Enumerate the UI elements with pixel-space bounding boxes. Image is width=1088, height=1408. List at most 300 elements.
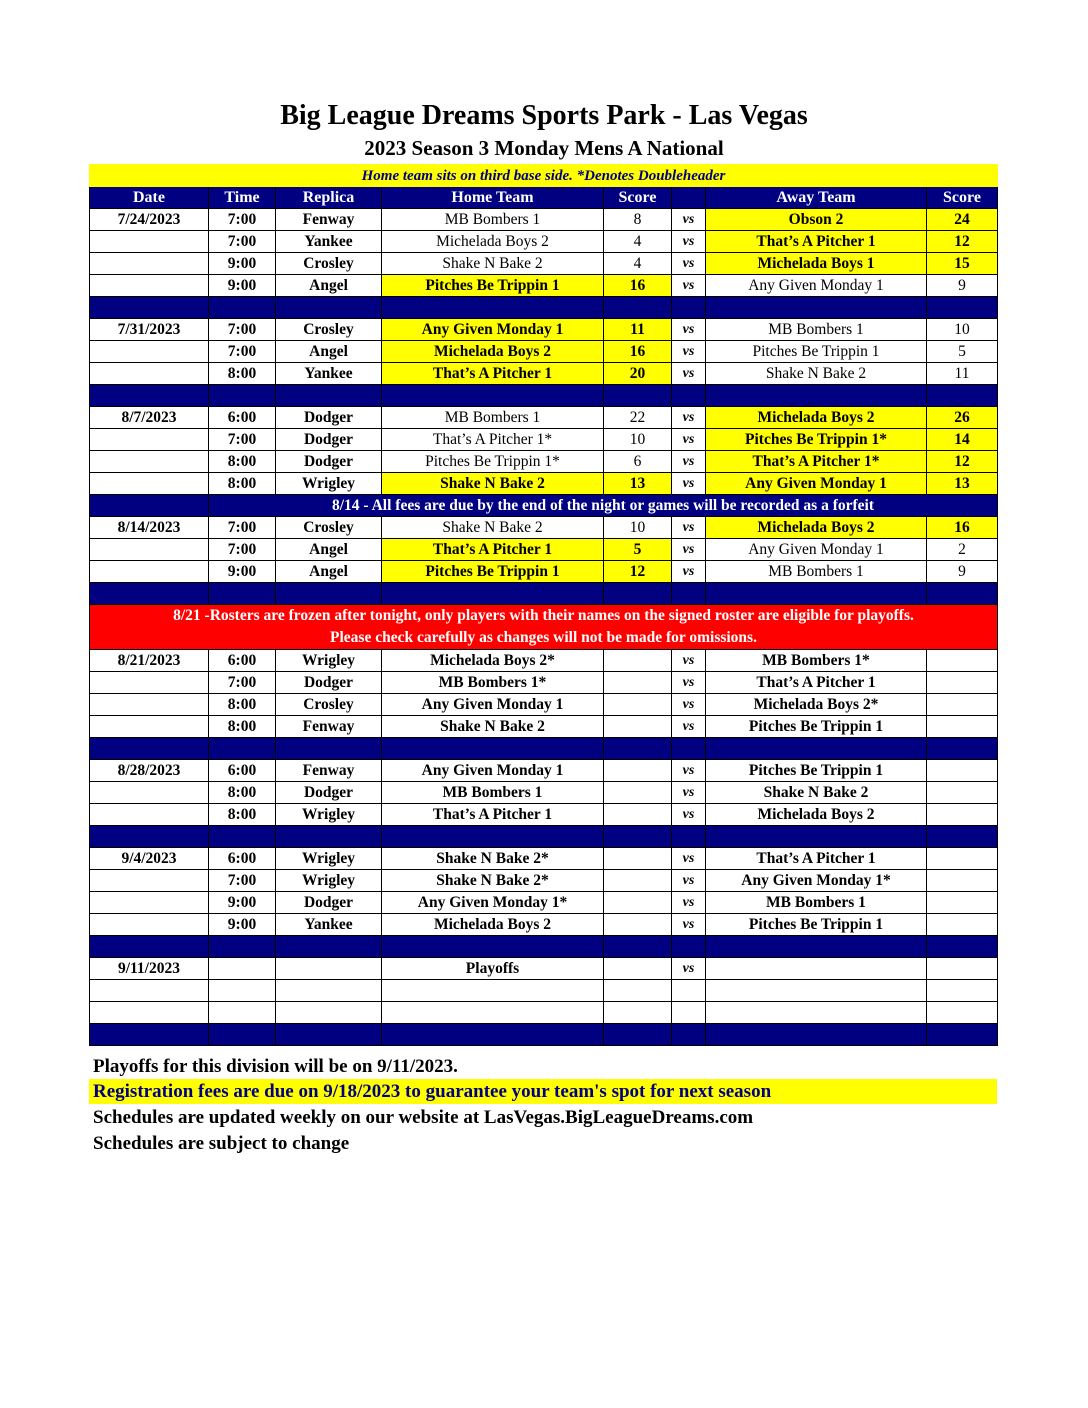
- away-team: Any Given Monday 1*: [706, 870, 927, 892]
- game-date: 8/21/2023: [90, 650, 209, 672]
- table-row: [90, 231, 998, 253]
- divider-cell: [672, 936, 706, 958]
- away-team: MB Bombers 1: [706, 892, 927, 914]
- divider-cell: [604, 738, 672, 760]
- game-field: [276, 980, 382, 1002]
- away-score: [927, 650, 998, 672]
- col-header-replica: Replica: [276, 187, 382, 209]
- game-time: 9:00: [209, 561, 276, 583]
- game-date: [90, 561, 209, 583]
- away-score: [927, 672, 998, 694]
- header-row: [90, 187, 998, 209]
- away-team: Shake N Bake 2: [706, 782, 927, 804]
- away-score: 9: [927, 561, 998, 583]
- away-team: Pitches Be Trippin 1: [706, 341, 927, 363]
- away-score: [927, 892, 998, 914]
- table-row: [90, 275, 998, 297]
- divider-cell: [706, 738, 927, 760]
- game-time: 8:00: [209, 804, 276, 826]
- table-row: [90, 429, 998, 451]
- divider-cell: [382, 297, 604, 319]
- table-row: [90, 716, 998, 738]
- away-score: 14: [927, 429, 998, 451]
- vs-label: vs: [672, 341, 706, 363]
- home-score: [604, 804, 672, 826]
- away-team: That’s A Pitcher 1: [706, 848, 927, 870]
- game-date: [90, 980, 209, 1002]
- vs-label: vs: [672, 716, 706, 738]
- vs-label: vs: [672, 870, 706, 892]
- game-time: 7:00: [209, 870, 276, 892]
- roster-warning: [90, 605, 998, 650]
- table-row: [90, 760, 998, 782]
- divider-cell: [927, 826, 998, 848]
- table-row: [90, 539, 998, 561]
- away-team: Pitches Be Trippin 1: [706, 716, 927, 738]
- game-field: Crosley: [276, 694, 382, 716]
- table-row: [90, 473, 998, 495]
- home-team: Michelada Boys 2*: [382, 650, 604, 672]
- game-field: [276, 1002, 382, 1024]
- home-score: [604, 716, 672, 738]
- divider-cell: [927, 297, 998, 319]
- away-score: [927, 980, 998, 1002]
- section-divider: [90, 936, 998, 958]
- roster-warning-row: [90, 605, 998, 650]
- game-time: 9:00: [209, 253, 276, 275]
- away-score: [927, 804, 998, 826]
- game-time: 7:00: [209, 231, 276, 253]
- divider-cell: [672, 297, 706, 319]
- game-date: [90, 539, 209, 561]
- game-field: Dodger: [276, 451, 382, 473]
- away-team: Pitches Be Trippin 1: [706, 914, 927, 936]
- away-team: MB Bombers 1*: [706, 650, 927, 672]
- away-team: Michelada Boys 1: [706, 253, 927, 275]
- home-team: Any Given Monday 1: [382, 760, 604, 782]
- divider-cell: [90, 385, 209, 407]
- game-date: [90, 451, 209, 473]
- home-score: 10: [604, 429, 672, 451]
- home-team: Shake N Bake 2*: [382, 870, 604, 892]
- away-score: 11: [927, 363, 998, 385]
- vs-label: vs: [672, 473, 706, 495]
- home-team: Any Given Monday 1*: [382, 892, 604, 914]
- divider-cell: [276, 583, 382, 605]
- game-time: 9:00: [209, 275, 276, 297]
- table-row: [90, 892, 998, 914]
- divider-cell: [382, 936, 604, 958]
- home-team: That’s A Pitcher 1*: [382, 429, 604, 451]
- home-team: Shake N Bake 2*: [382, 848, 604, 870]
- game-date: 7/24/2023: [90, 209, 209, 231]
- away-score: 2: [927, 539, 998, 561]
- away-score: 10: [927, 319, 998, 341]
- vs-label: vs: [672, 253, 706, 275]
- away-score: 26: [927, 407, 998, 429]
- game-field: Dodger: [276, 429, 382, 451]
- game-field: Angel: [276, 341, 382, 363]
- divider-cell: [927, 1024, 998, 1046]
- game-time: 8:00: [209, 716, 276, 738]
- table-row: [90, 804, 998, 826]
- vs-label: vs: [672, 407, 706, 429]
- game-field: Dodger: [276, 407, 382, 429]
- divider-cell: [672, 385, 706, 407]
- divider-cell: [276, 738, 382, 760]
- game-time: 7:00: [209, 672, 276, 694]
- home-score: 12: [604, 561, 672, 583]
- table-row: [90, 451, 998, 473]
- change-note: Schedules are subject to change: [93, 1133, 350, 1154]
- home-score: [604, 980, 672, 1002]
- vs-label: vs: [672, 539, 706, 561]
- away-team: Pitches Be Trippin 1: [706, 760, 927, 782]
- home-team: Any Given Monday 1: [382, 319, 604, 341]
- home-score: [604, 870, 672, 892]
- home-team: Any Given Monday 1: [382, 694, 604, 716]
- vs-label: vs: [672, 231, 706, 253]
- divider-cell: [209, 583, 276, 605]
- divider-cell: [927, 936, 998, 958]
- vs-label: vs: [672, 958, 706, 980]
- game-field: Fenway: [276, 760, 382, 782]
- divider-cell: [672, 738, 706, 760]
- table-row: [90, 341, 998, 363]
- divider-cell: [90, 583, 209, 605]
- divider-cell: [927, 738, 998, 760]
- divider-cell: [604, 826, 672, 848]
- home-score: 16: [604, 275, 672, 297]
- divider-cell: [276, 826, 382, 848]
- game-date: [90, 914, 209, 936]
- vs-label: vs: [672, 892, 706, 914]
- away-score: 12: [927, 451, 998, 473]
- divider-cell: [706, 1024, 927, 1046]
- vs-label: [672, 1002, 706, 1024]
- game-field: Dodger: [276, 782, 382, 804]
- table-row: [90, 848, 998, 870]
- game-time: 7:00: [209, 517, 276, 539]
- away-team: That’s A Pitcher 1*: [706, 451, 927, 473]
- away-team: That’s A Pitcher 1: [706, 231, 927, 253]
- away-score: 24: [927, 209, 998, 231]
- game-time: 7:00: [209, 341, 276, 363]
- game-time: [209, 1002, 276, 1024]
- home-team: Shake N Bake 2: [382, 517, 604, 539]
- home-team: [382, 1002, 604, 1024]
- section-divider: [90, 1024, 998, 1046]
- game-field: [276, 958, 382, 980]
- away-score: [927, 760, 998, 782]
- home-score: [604, 760, 672, 782]
- home-team: That’s A Pitcher 1: [382, 539, 604, 561]
- game-field: Angel: [276, 561, 382, 583]
- vs-label: vs: [672, 363, 706, 385]
- vs-label: vs: [672, 782, 706, 804]
- game-date: [90, 804, 209, 826]
- away-team: Shake N Bake 2: [706, 363, 927, 385]
- away-team: MB Bombers 1: [706, 561, 927, 583]
- home-score: 11: [604, 319, 672, 341]
- home-team: Pitches Be Trippin 1*: [382, 451, 604, 473]
- divider-cell: [90, 826, 209, 848]
- divider-cell: [209, 385, 276, 407]
- table-row: [90, 694, 998, 716]
- game-time: 7:00: [209, 429, 276, 451]
- away-team: Pitches Be Trippin 1*: [706, 429, 927, 451]
- game-date: [90, 363, 209, 385]
- table-row: [90, 980, 998, 1002]
- home-score: 4: [604, 231, 672, 253]
- vs-label: [672, 980, 706, 1002]
- divider-cell: [604, 936, 672, 958]
- game-field: Dodger: [276, 672, 382, 694]
- divider-cell: [604, 297, 672, 319]
- away-score: [927, 848, 998, 870]
- divider-cell: [382, 826, 604, 848]
- doubleheader-note: Home team sits on third base side. *Denotes Doubleheader: [90, 165, 998, 187]
- vs-label: vs: [672, 650, 706, 672]
- home-score: 13: [604, 473, 672, 495]
- away-score: [927, 1002, 998, 1024]
- divider-cell: [90, 738, 209, 760]
- game-date: [90, 672, 209, 694]
- game-date: [90, 716, 209, 738]
- divider-cell: [90, 297, 209, 319]
- divider-cell: [382, 385, 604, 407]
- divider-cell: [927, 385, 998, 407]
- divider-cell: [90, 1024, 209, 1046]
- away-score: [927, 914, 998, 936]
- away-score: 15: [927, 253, 998, 275]
- home-score: [604, 958, 672, 980]
- home-score: 20: [604, 363, 672, 385]
- game-date: 9/4/2023: [90, 848, 209, 870]
- divider-cell: [672, 583, 706, 605]
- divider-cell: [276, 1024, 382, 1046]
- section-divider: [90, 385, 998, 407]
- game-time: [209, 980, 276, 1002]
- game-field: Fenway: [276, 209, 382, 231]
- table-row: [90, 672, 998, 694]
- game-date: 8/28/2023: [90, 760, 209, 782]
- game-field: Crosley: [276, 517, 382, 539]
- divider-cell: [276, 936, 382, 958]
- section-divider: [90, 738, 998, 760]
- table-row: [90, 517, 998, 539]
- game-field: Crosley: [276, 253, 382, 275]
- away-team: Michelada Boys 2: [706, 517, 927, 539]
- home-team: MB Bombers 1: [382, 782, 604, 804]
- away-score: 13: [927, 473, 998, 495]
- playoffs-note: Playoffs for this division will be on 9/11/2023.: [93, 1056, 458, 1077]
- home-team: MB Bombers 1: [382, 209, 604, 231]
- divider-cell: [604, 583, 672, 605]
- home-team: MB Bombers 1: [382, 407, 604, 429]
- page-title: Big League Dreams Sports Park - Las Vegas: [280, 100, 808, 131]
- away-team: Any Given Monday 1: [706, 275, 927, 297]
- away-team: Any Given Monday 1: [706, 473, 927, 495]
- game-date: [90, 870, 209, 892]
- away-score: [927, 782, 998, 804]
- home-score: [604, 782, 672, 804]
- vs-label: vs: [672, 429, 706, 451]
- divider-cell: [382, 738, 604, 760]
- game-field: Fenway: [276, 716, 382, 738]
- away-team: [706, 980, 927, 1002]
- game-date: [90, 892, 209, 914]
- away-team: Michelada Boys 2: [706, 407, 927, 429]
- page-subtitle: 2023 Season 3 Monday Mens A National: [364, 136, 724, 160]
- away-team: Michelada Boys 2: [706, 804, 927, 826]
- game-date: [90, 341, 209, 363]
- home-team: That’s A Pitcher 1: [382, 804, 604, 826]
- away-team: [706, 1002, 927, 1024]
- note-row: [90, 165, 998, 187]
- col-header-away-score: Score: [927, 187, 998, 209]
- game-field: Angel: [276, 275, 382, 297]
- away-score: 9: [927, 275, 998, 297]
- game-field: Angel: [276, 539, 382, 561]
- away-score: [927, 958, 998, 980]
- vs-label: vs: [672, 517, 706, 539]
- game-time: 8:00: [209, 694, 276, 716]
- table-row: [90, 253, 998, 275]
- divider-cell: [604, 385, 672, 407]
- game-date: 7/31/2023: [90, 319, 209, 341]
- vs-label: vs: [672, 275, 706, 297]
- game-time: 6:00: [209, 848, 276, 870]
- divider-cell: [706, 583, 927, 605]
- vs-label: vs: [672, 760, 706, 782]
- divider-cell: [672, 826, 706, 848]
- col-header-vs: [672, 187, 706, 209]
- col-header-home-score: Score: [604, 187, 672, 209]
- home-team: MB Bombers 1*: [382, 672, 604, 694]
- vs-label: vs: [672, 914, 706, 936]
- fee-notice: 8/14 - All fees are due by the end of the night or games will be recorded as a forfeit: [209, 495, 998, 517]
- home-team: Shake N Bake 2: [382, 716, 604, 738]
- game-date: [90, 473, 209, 495]
- fee-spacer: [90, 495, 209, 517]
- home-score: 8: [604, 209, 672, 231]
- table-row: [90, 363, 998, 385]
- table-row: [90, 870, 998, 892]
- game-field: Yankee: [276, 231, 382, 253]
- game-date: 9/11/2023: [90, 958, 209, 980]
- game-date: [90, 694, 209, 716]
- home-score: 4: [604, 253, 672, 275]
- divider-cell: [209, 826, 276, 848]
- home-score: 10: [604, 517, 672, 539]
- home-team: Pitches Be Trippin 1: [382, 275, 604, 297]
- home-team: Michelada Boys 2: [382, 914, 604, 936]
- divider-cell: [706, 936, 927, 958]
- divider-cell: [276, 385, 382, 407]
- vs-label: vs: [672, 672, 706, 694]
- table-row: [90, 209, 998, 231]
- away-team: Any Given Monday 1: [706, 539, 927, 561]
- game-time: 9:00: [209, 914, 276, 936]
- away-team: Michelada Boys 2*: [706, 694, 927, 716]
- game-date: [90, 429, 209, 451]
- divider-cell: [382, 1024, 604, 1046]
- game-field: Yankee: [276, 363, 382, 385]
- home-score: [604, 848, 672, 870]
- game-time: 6:00: [209, 407, 276, 429]
- table-row: [90, 650, 998, 672]
- col-header-home-team: Home Team: [382, 187, 604, 209]
- game-date: [90, 782, 209, 804]
- away-score: [927, 870, 998, 892]
- divider-cell: [209, 297, 276, 319]
- home-score: [604, 1002, 672, 1024]
- game-time: 7:00: [209, 319, 276, 341]
- divider-cell: [672, 1024, 706, 1046]
- home-team: [382, 980, 604, 1002]
- away-score: 12: [927, 231, 998, 253]
- home-score: [604, 694, 672, 716]
- game-time: 9:00: [209, 892, 276, 914]
- divider-cell: [209, 738, 276, 760]
- game-time: 8:00: [209, 782, 276, 804]
- divider-cell: [276, 297, 382, 319]
- table-row: [90, 958, 998, 980]
- vs-label: vs: [672, 209, 706, 231]
- roster-warning-line: 8/21 -Rosters are frozen after tonight, only players with their names on the signed roster are eligible for playoffs.: [173, 607, 914, 624]
- game-field: Wrigley: [276, 870, 382, 892]
- home-score: [604, 650, 672, 672]
- schedule-table: [89, 164, 998, 1046]
- section-divider: [90, 297, 998, 319]
- game-date: 8/7/2023: [90, 407, 209, 429]
- home-score: [604, 892, 672, 914]
- game-time: 7:00: [209, 539, 276, 561]
- table-row: [90, 319, 998, 341]
- divider-cell: [90, 936, 209, 958]
- game-time: 6:00: [209, 760, 276, 782]
- game-date: [90, 1002, 209, 1024]
- game-date: 8/14/2023: [90, 517, 209, 539]
- game-time: [209, 958, 276, 980]
- col-header-date: Date: [90, 187, 209, 209]
- away-score: 5: [927, 341, 998, 363]
- game-time: 7:00: [209, 209, 276, 231]
- vs-label: vs: [672, 694, 706, 716]
- home-team: Michelada Boys 2: [382, 341, 604, 363]
- vs-label: vs: [672, 804, 706, 826]
- vs-label: vs: [672, 848, 706, 870]
- home-team: Playoffs: [382, 958, 604, 980]
- game-date: [90, 253, 209, 275]
- game-time: 8:00: [209, 473, 276, 495]
- section-divider: [90, 826, 998, 848]
- vs-label: vs: [672, 319, 706, 341]
- col-header-away-team: Away Team: [706, 187, 927, 209]
- divider-cell: [604, 1024, 672, 1046]
- home-score: 6: [604, 451, 672, 473]
- table-row: [90, 914, 998, 936]
- divider-cell: [209, 936, 276, 958]
- game-field: Wrigley: [276, 650, 382, 672]
- game-field: Crosley: [276, 319, 382, 341]
- away-team: [706, 958, 927, 980]
- fee-notice-row: [90, 495, 998, 517]
- game-field: Wrigley: [276, 473, 382, 495]
- away-team: MB Bombers 1: [706, 319, 927, 341]
- away-team: Obson 2: [706, 209, 927, 231]
